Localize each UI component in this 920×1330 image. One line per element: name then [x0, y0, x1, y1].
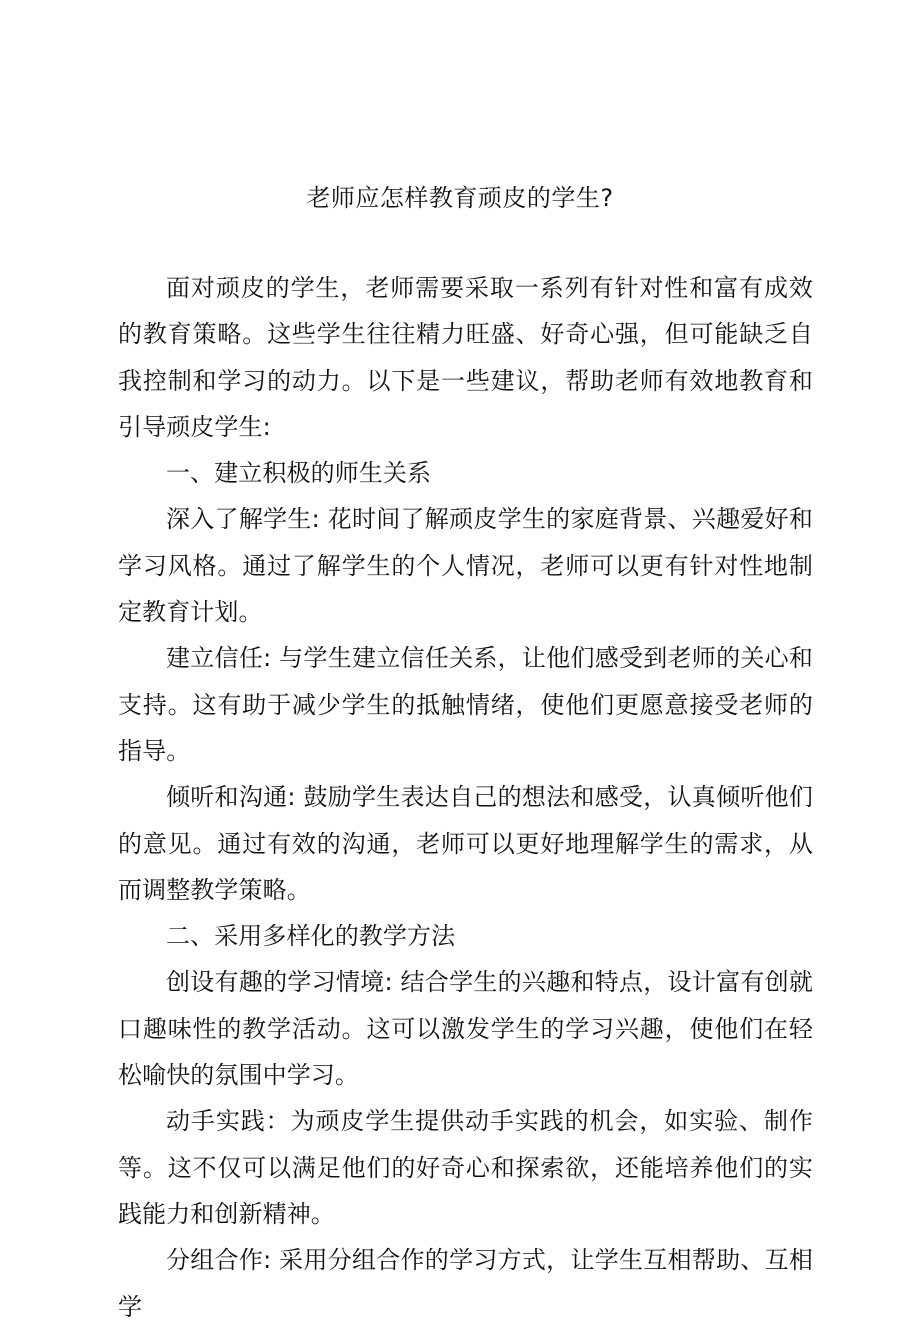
- body-paragraph: 分组合作: 采用分组合作的学习方式，让学生互相帮助、互相学: [118, 1246, 813, 1321]
- section-heading-2: 二、采用多样化的教学方法: [166, 922, 456, 951]
- body-paragraph: 建立信任: 与学生建立信任关系，让他们感受到老师的关心和支持。这有助于减少学生的抵触情绪，使他们更愿意接受老师的指导。: [118, 644, 813, 765]
- document-body: [118, 265, 813, 1330]
- body-paragraph: 创设有趣的学习情境: 结合学生的兴趣和特点，设计富有创就口趣味性的教学活动。这可以激发学生的学习兴趣，使他们在轻松喻快的氛围中学习。: [118, 968, 813, 1090]
- body-paragraph: 倾听和沟通: 鼓励学生表达自己的想法和感受，认真倾听他们的意见。通过有效的沟通，老师可以更好地理解学生的需求，从而调整教学策略。: [118, 783, 813, 904]
- body-paragraph: 深入了解学生: 花时间了解顽皮学生的家庭背景、兴趣爱好和学习风格。通过了解学生的个人情况，老师可以更有针对性地制定教育计划。: [118, 505, 813, 627]
- body-paragraph: 动手实践：为顽皮学生提供动手实践的机会，如实验、制作等。这不仅可以满足他们的好奇心和探索欲，还能培养他们的实践能力和创新精神。: [118, 1107, 813, 1228]
- section-heading-1: 一、建立积极的师生关系: [166, 459, 432, 488]
- intro-paragraph: 面对顽皮的学生，老师需要采取一系列有针对性和富有成效的教育策略。这些学生往往精力旺盛、好奇心强，但可能缺乏自我控制和学习的动力。以下是一些建议，帮助老师有效地教育和引导顽皮学生:: [118, 274, 813, 441]
- document-title: 老师应怎样教育顽皮的学生?: [306, 184, 614, 212]
